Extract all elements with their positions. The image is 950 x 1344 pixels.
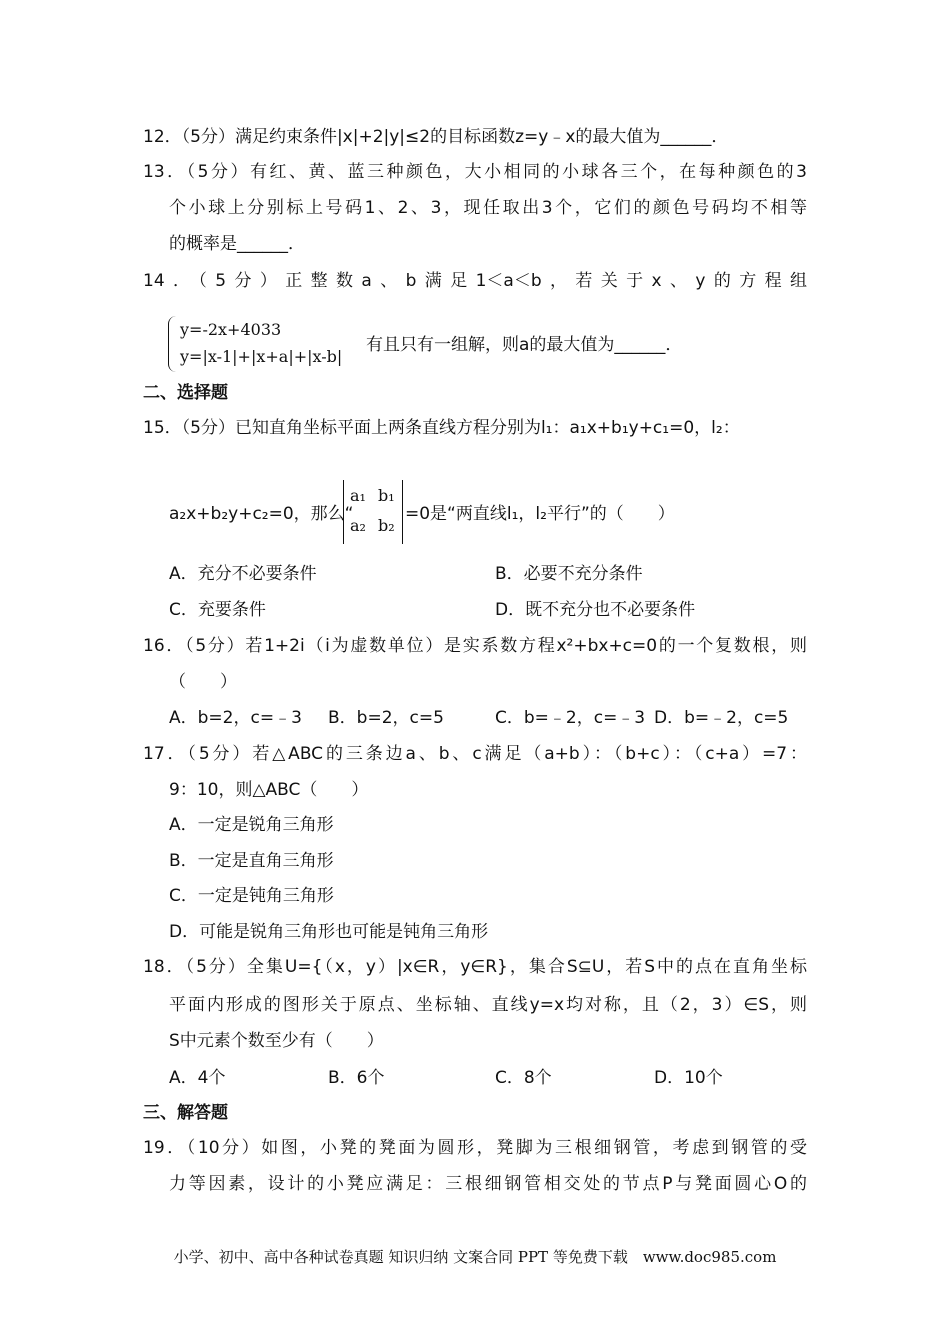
q18-line-3: S中元素个数至少有（ ） — [169, 1031, 384, 1051]
page-footer: 小学、初中、高中各种试卷真题 知识归纳 文案合同 PPT 等免费下载 www.doc985.com — [173, 1248, 777, 1266]
q17-option-d: D．可能是锐角三角形也可能是钝角三角形 — [169, 922, 489, 942]
q14-line-2-tail: 有且只有一组解，则a的最大值为______． — [366, 335, 683, 355]
q14-line-1: 14．（5分）正整数a、b满足1＜a＜b，若关于x、y的方程组 — [143, 271, 807, 291]
q15-line-2-post: =0是“两直线l₁，l₂平行”的（ ） — [405, 504, 675, 524]
q15-determinant — [343, 480, 403, 544]
q17-line-2: 9：10，则△ABC（ ） — [169, 780, 369, 800]
det-b1: b₁ — [378, 486, 395, 505]
q16-option-c: C．b=﹣2，c=﹣3 — [495, 708, 646, 728]
q17-option-b: B．一定是直角三角形 — [169, 851, 334, 871]
q18-option-c: C．8个 — [495, 1068, 552, 1088]
q16-line-1: 16．（5分）若1+2i（i为虚数单位）是实系数方程x²+bx+c=0的一个复数根，则 — [143, 636, 807, 656]
q15-option-c: C．充要条件 — [169, 600, 266, 620]
q15-option-b: B．必要不充分条件 — [495, 564, 643, 584]
q16-option-b: B．b=2，c=5 — [328, 708, 444, 728]
q13-line-2: 个小球上分别标上号码1、2、3，现任取出3个，它们的颜色号码均不相等 — [169, 198, 807, 218]
q17-option-a: A．一定是锐角三角形 — [169, 815, 334, 835]
q16-line-2: （ ） — [169, 672, 237, 692]
q14-equation-1: y=-2x+4033 — [180, 320, 282, 339]
q19-line-1: 19．（10分）如图，小凳的凳面为圆形，凳脚为三根细钢管，考虑到钢管的受 — [143, 1138, 807, 1158]
q17-line-1: 17．（5分）若△ABC的三条边a、b、c满足（a+b）：（b+c）：（c+a）=7： — [143, 744, 807, 764]
q12-line: 12．（5分）满足约束条件|x|+2|y|≤2的目标函数z=y﹣x的最大值为______． — [143, 127, 729, 147]
q18-option-b: B．6个 — [328, 1068, 385, 1088]
q18-line-1: 18．（5分）全集U={（x，y）|x∈R，y∈R}，集合S⊆U，若S中的点在直角坐标 — [143, 957, 807, 977]
q15-line-2-pre: a₂x+b₂y+c₂=0，那么“ — [169, 504, 354, 524]
section-3-heading: 三、解答题 — [143, 1103, 228, 1123]
q18-option-a: A．4个 — [169, 1068, 226, 1088]
q13-line-1: 13．（5分）有红、黄、蓝三种颜色，大小相同的小球各三个，在每种颜色的3 — [143, 162, 807, 182]
q16-option-a: A．b=2，c=﹣3 — [169, 708, 302, 728]
section-2-heading: 二、选择题 — [143, 383, 228, 403]
det-b2: b₂ — [378, 516, 395, 535]
q13-line-3: 的概率是______． — [169, 234, 305, 254]
q18-line-2: 平面内形成的图形关于原点、坐标轴、直线y=x均对称，且（2，3）∈S，则 — [169, 995, 807, 1015]
q14-equation-2: y=|x-1|+|x+a|+|x-b| — [180, 347, 343, 366]
q19-line-2: 力等因素，设计的小凳应满足：三根细钢管相交处的节点P与凳面圆心O的 — [169, 1174, 807, 1194]
q18-option-d: D．10个 — [654, 1068, 723, 1088]
q16-option-d: D．b=﹣2，c=5 — [654, 708, 789, 728]
left-brace — [168, 316, 177, 372]
q17-option-c: C．一定是钝角三角形 — [169, 886, 334, 906]
det-a1: a₁ — [350, 486, 366, 505]
q15-option-a: A．充分不必要条件 — [169, 564, 317, 584]
q14-equation-system — [168, 316, 364, 372]
det-a2: a₂ — [350, 516, 366, 535]
q15-option-d: D．既不充分也不必要条件 — [495, 600, 696, 620]
q15-line-1: 15．（5分）已知直角坐标平面上两条直线方程分别为l₁：a₁x+b₁y+c₁=0，l₂： — [143, 418, 740, 438]
